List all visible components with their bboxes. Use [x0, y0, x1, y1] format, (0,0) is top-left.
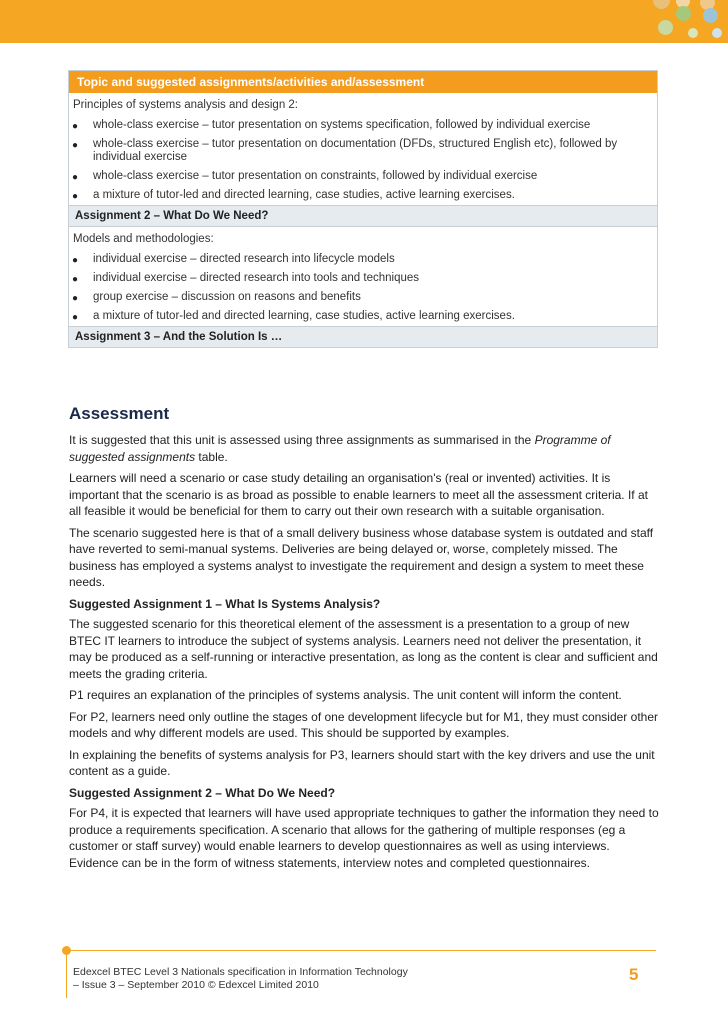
- assignments-table: [68, 70, 658, 348]
- decorative-dot: [688, 28, 698, 38]
- list-item: ● individual exercise – directed research into tools and techniques: [69, 269, 657, 288]
- decorative-dot: [658, 20, 673, 35]
- footer-line-2: – Issue 3 – September 2010 © Edexcel Limited 2010: [73, 979, 319, 991]
- paragraph: In explaining the benefits of systems analysis for P3, learners should start with the key drivers and use the unit content as a guide.: [69, 747, 655, 778]
- section-intro: Principles of systems analysis and design 2:: [73, 99, 298, 111]
- table-section-1: [69, 93, 657, 205]
- italic-text: Programme of suggested assignments: [69, 433, 611, 464]
- paragraph: For P2, learners need only outline the stages of one development lifecycle but for M1, they must consider other models and why different models are used. This should be supported by examples.: [69, 709, 658, 740]
- paragraph: [69, 432, 659, 465]
- text-run: It is suggested that this unit is assessed using three assignments as summarised in the: [69, 433, 535, 447]
- list-item: ● a mixture of tutor-led and directed learning, case studies, active learning exercises.: [69, 307, 657, 326]
- list-item: ● a mixture of tutor-led and directed learning, case studies, active learning exercises.: [69, 186, 657, 205]
- paragraph: For P4, it is expected that learners will have used appropriate techniques to gather the information they need to produce a requirements specification. A scenario that allows for the gathering of multiple responses (eg a customer or staff survey) would enable learners to develop questionnaires as well as using interviews. Evidence can be in the form of witness statements, interview notes and completed questionnaires.: [69, 806, 659, 870]
- assessment-heading: Assessment: [69, 404, 170, 423]
- top-banner: [0, 0, 728, 43]
- list-item: ● whole-class exercise – tutor presentation on systems specification, followed by individual exercise: [69, 116, 657, 135]
- footer-dot: [62, 946, 71, 955]
- subheading: Suggested Assignment 1 – What Is Systems Analysis?: [69, 596, 381, 611]
- footer-line-1: Edexcel BTEC Level 3 Nationals specification in Information Technology: [73, 966, 408, 978]
- list-item: ● individual exercise – directed research into lifecycle models: [69, 250, 657, 269]
- assessment-body: [69, 432, 659, 876]
- subheading: Suggested Assignment 2 – What Do We Need?: [69, 785, 336, 800]
- decorative-dot: [712, 28, 722, 38]
- footer-text: [73, 966, 408, 992]
- assignment-row: Assignment 2 – What Do We Need?: [69, 205, 657, 227]
- paragraph: P1 requires an explanation of the principles of systems analysis. The unit content will inform the content.: [69, 688, 622, 702]
- paragraph: The suggested scenario for this theoretical element of the assessment is a presentation to a group of new BTEC IT learners to introduce the subject of systems analysis. Learners need not deliver the presentation, it may be produced as a self-running or interactive presentation, as long as the content is clear and sufficient and meets the grading criteria.: [69, 617, 658, 681]
- footer-rule: [66, 950, 656, 951]
- page-number: 5: [629, 965, 639, 984]
- paragraph: Learners will need a scenario or case study detailing an organisation's (real or invented) activities. It is important that the scenario is as broad as possible to enable learners to meet all the assessment criteria. If at all feasible it would be beneficial for them to carry out their own research with a suitable organisation.: [69, 471, 648, 518]
- paragraph: The scenario suggested here is that of a small delivery business whose database system is outdated and staff have reverted to semi-manual systems. Deliveries are being delayed or, worse, completely missed. The business has employed a systems analyst to investigate the requirement and design a system to meet these needs.: [69, 525, 654, 589]
- table-section-2: [69, 227, 657, 326]
- list-item: ● group exercise – discussion on reasons and benefits: [69, 288, 657, 307]
- footer-rule-vertical: [66, 950, 67, 998]
- list-item: ● whole-class exercise – tutor presentation on documentation (DFDs, structured English etc), followed by individual exercise: [69, 135, 657, 167]
- text-run: table.: [195, 449, 228, 464]
- assignment-row: Assignment 3 – And the Solution Is …: [69, 326, 657, 347]
- list-item: ● whole-class exercise – tutor presentation on constraints, followed by individual exercise: [69, 167, 657, 186]
- decorative-dot: [703, 8, 718, 23]
- table-header: Topic and suggested assignments/activities and/assessment: [69, 71, 657, 93]
- decorative-dot: [676, 6, 691, 21]
- section-intro: Models and methodologies:: [73, 233, 214, 245]
